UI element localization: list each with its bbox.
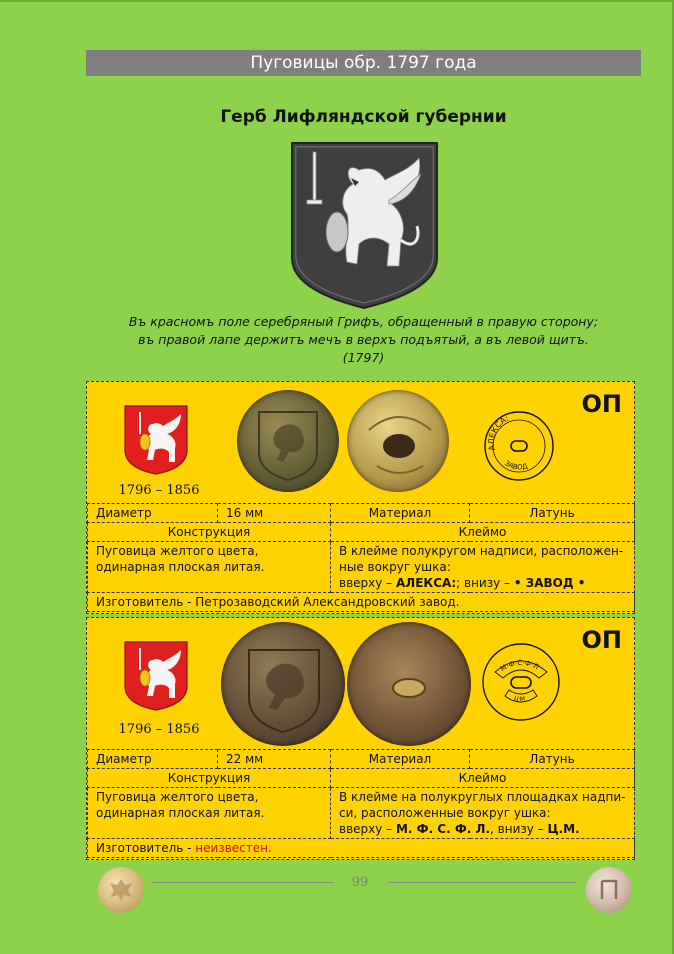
monogram-coin-icon: [586, 867, 632, 913]
construction-text: Пуговица желтого цвета, одинарная плоская литая.: [88, 788, 331, 839]
construction-text: Пуговица желтого цвета, одинарная плоская литая.: [88, 542, 331, 593]
maker-row: [88, 839, 635, 858]
material-label: Материал: [331, 504, 470, 523]
mark-top-inscription: АЛЕКСА:: [395, 576, 457, 590]
mark-prefix: вверху –: [339, 822, 396, 836]
diameter-value: 22 мм: [218, 750, 331, 769]
mark-text: В клейме на полукруглых площадках надпи-си, расположенные вокруг ушка:: [339, 790, 626, 820]
mark-bottom-inscription: Ц.М.: [547, 822, 580, 836]
spec-table: [87, 503, 635, 612]
page-header: Пуговицы обр. 1797 года: [86, 50, 641, 76]
mark-description: [331, 542, 635, 593]
griffin-relief-icon: [237, 390, 339, 492]
button-front-photo: [237, 390, 339, 492]
hallmark-top-text: АЛЕКСА:: [486, 413, 511, 452]
eagle-coin-icon: [98, 867, 144, 913]
construction-label: Конструкция: [88, 769, 331, 788]
description-line: въ правой лапе держитъ мечъ в верхъ подъятый, а въ левой щитъ.: [138, 332, 589, 347]
grade-label: ОП: [581, 626, 622, 654]
hallmark-diagram: [483, 410, 555, 482]
mark-label: Клеймо: [331, 769, 635, 788]
button-front-photo: [221, 622, 345, 746]
hallmark-bottom-text: Ц·М: [513, 694, 526, 704]
coat-description: [86, 313, 641, 367]
material-label: Материал: [331, 750, 470, 769]
griffin-relief-icon: [221, 622, 345, 746]
mark-label: Клеймо: [331, 523, 635, 542]
mark-mid: , внизу –: [490, 822, 548, 836]
footer-rule-left: [152, 882, 334, 883]
maker-value: неизвестен.: [195, 841, 272, 855]
hallmark-diagram: [481, 642, 561, 722]
maker-value: Петрозаводский Александровский завод.: [195, 595, 460, 609]
footer-rule-right: [388, 882, 576, 883]
page-number: 99: [351, 875, 369, 890]
shank-hole-icon: [347, 390, 449, 492]
mark-bottom-inscription: • ЗАВОД •: [513, 576, 586, 590]
shank-icon: [347, 622, 471, 746]
diameter-label: Диаметр: [88, 750, 218, 769]
monogram-relief-icon: [586, 867, 632, 913]
years-active: 1796 – 1856: [118, 722, 200, 737]
spec-table: [87, 749, 635, 858]
maker-row: [88, 593, 635, 612]
coat-title: Герб Лифляндской губернии: [220, 107, 507, 127]
button-back-photo: [347, 390, 449, 492]
material-value: Латунь: [470, 504, 635, 523]
hallmark-top-text: М·Ф·С·Ф·Л: [499, 658, 540, 674]
maker-label: Изготовитель -: [96, 595, 196, 609]
diameter-label: Диаметр: [88, 504, 218, 523]
mark-mid: ; внизу –: [456, 576, 514, 590]
button-back-photo: [347, 622, 471, 746]
mark-prefix: вверху –: [339, 576, 396, 590]
mark-top-inscription: М. Ф. С. Ф. Л.: [395, 822, 491, 836]
description-line: Въ красномъ поле серебряный Грифъ, обращенный в правую сторону;: [128, 314, 599, 329]
description-year: (1797): [342, 350, 385, 365]
construction-label: Конструкция: [88, 523, 331, 542]
mark-description: [331, 788, 635, 839]
grade-label: ОП: [581, 390, 622, 418]
button-card: [86, 381, 635, 614]
years-active: 1796 – 1856: [118, 483, 200, 498]
griffin-coat-of-arms-image: [289, 140, 440, 312]
mark-text: В клейме полукругом надписи, расположен-ные вокруг ушка:: [339, 544, 624, 574]
diameter-value: 16 мм: [218, 504, 331, 523]
material-value: Латунь: [470, 750, 635, 769]
maker-label: Изготовитель -: [96, 841, 196, 855]
page-top-edge: [0, 0, 674, 2]
hallmark-bottom-text: ЗАВОД: [503, 459, 529, 472]
button-card: [86, 617, 635, 860]
red-griffin-shield-icon: [123, 640, 189, 712]
red-griffin-shield-icon: [123, 404, 189, 476]
eagle-relief-icon: [98, 867, 144, 913]
